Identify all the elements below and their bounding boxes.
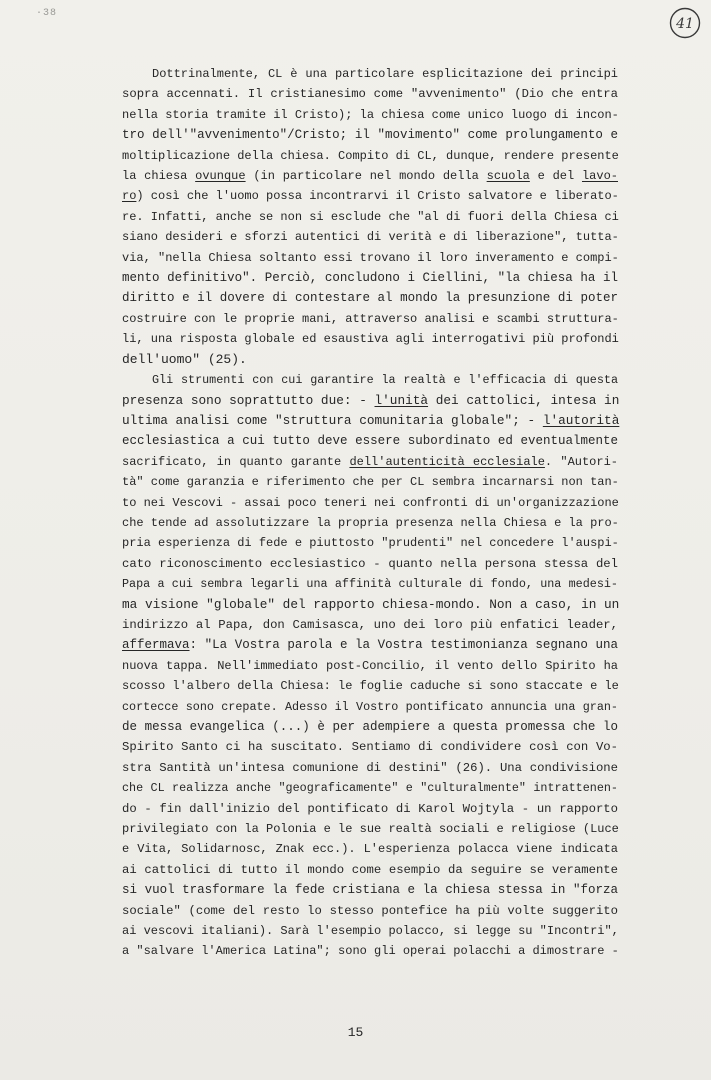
text-line <box>122 452 618 472</box>
text-line <box>122 166 618 186</box>
text-line: ai cattolici di tutto il mondo come esempio da seguire se veramente <box>122 862 618 877</box>
text-line: sociale" (come del resto lo stesso pontefice ha più volte suggerito <box>122 903 618 918</box>
underlined-text: l'unità <box>374 392 429 408</box>
text-line: re. Infatti, anche se non si esclude che "al di fuori della Chiesa ci <box>122 209 619 224</box>
underlined-text: ovunque <box>195 169 246 184</box>
text-line: tro dell'"avvenimento"/Cristo; il "movimento" come prolungamento e <box>122 128 618 143</box>
text-line: cato riconoscimento ecclesiastico - quanto nella persona stessa del <box>122 556 618 571</box>
text-line: che tende ad assolutizzare la propria presenza nella Chiesa e la pro- <box>122 515 619 530</box>
underlined-text: scuola <box>486 169 530 184</box>
text-line: Gli strumenti con cui garantire la realtà e l'efficacia di questa <box>152 373 618 388</box>
text-segment: presenza sono soprattutto due: - <box>122 392 375 408</box>
text-segment: (in particolare nel mondo della <box>245 169 487 184</box>
text-line: Papa a cui sembra legarli una affinità culturale di fondo, una medesi- <box>122 577 618 592</box>
text-line <box>122 186 618 206</box>
text-line: via, "nella Chiesa soltanto essi trovano il loro inveramento e compi- <box>122 250 619 265</box>
text-line: cortecce sono crepate. Adesso il Vostro pontificato annuncia una gran- <box>122 699 618 714</box>
text-line: moltiplicazione della chiesa. Compito di CL, dunque, rendere presente <box>122 148 619 163</box>
text-segment: dei cattolici, intesa in <box>428 392 620 408</box>
text-line: scosso l'albero della Chiesa: le foglie caduche si sono staccate e le <box>122 679 619 694</box>
text-line: siano desideri e sforzi autentici di verità e di liberazione", tutta- <box>122 230 619 245</box>
corner-mark: ·38 <box>36 8 58 19</box>
text-segment: e del <box>529 169 582 184</box>
text-line: indirizzo al Papa, don Camisasca, uno dei loro più enfatici leader, <box>122 617 618 632</box>
text-line: si vuol trasformare la fede cristiana e la chiesa stessa in "forza <box>122 883 618 898</box>
underlined-text: ro <box>122 189 137 204</box>
text-line: mento definitivo". Perciò, concludono i Ciellini, "la chiesa ha il <box>122 271 618 286</box>
text-line <box>122 391 618 411</box>
text-line: do - fin dall'inizio del pontificato di Karol Wojtyla - un rapporto <box>122 801 618 816</box>
underlined-text: dell'autenticità ecclesiale <box>349 454 545 469</box>
svg-text:41: 41 <box>676 16 694 32</box>
underlined-text: l'autorità <box>542 412 620 428</box>
text-line: stra Santità un'intesa comunione di destini" (26). Una condivisione <box>122 760 618 775</box>
text-line <box>122 411 618 431</box>
text-line: dell'uomo" (25). <box>122 351 247 367</box>
text-segment: la chiesa <box>122 169 196 184</box>
text-line: de messa evangelica (...) è per adempiere a questa promessa che lo <box>122 720 618 734</box>
text-line: pria esperienza di fede e piuttosto "prudenti" nel concedere l'auspi- <box>122 536 619 551</box>
text-line: tà" come garanzia e riferimento che per CL sembra incarnarsi non tan- <box>122 475 619 490</box>
text-line: a "salvare l'America Latina"; sono gli operai polacchi a dimostrare - <box>122 944 619 959</box>
text-line: to nei Vescovi - assai poco teneri nei confronti di un'organizzazione <box>122 495 619 510</box>
text-line: li, una risposta globale ed esaustiva agli interrogativi più profondi <box>122 332 619 347</box>
text-line: ai vescovi italiani). Sarà l'esempio polacco, si legge su "Incontri", <box>122 924 619 939</box>
underlined-text: lavo- <box>581 169 618 184</box>
handwritten-page-stamp <box>668 6 702 40</box>
text-line: nuova tappa. Nell'immediato post-Concilio, il vento dello Spirito ha <box>122 658 618 673</box>
text-line: e Vita, Solidarnosc, Znak ecc.). L'esperienza polacca viene indicata <box>122 842 618 857</box>
text-segment: ) così che l'uomo possa incontrarvi il Cristo salvatore e liberato- <box>136 189 619 204</box>
text-line: costruire con le proprie mani, attraverso analisi e scambi struttura- <box>122 311 619 326</box>
text-line: diritto e il dovere di contestare al mondo la presunzione di poter <box>122 291 618 306</box>
underlined-text: affermava <box>122 638 190 653</box>
text-line: nella storia tramite il Cristo); la chiesa come unico luogo di incon- <box>122 107 619 122</box>
text-line: ecclesiastica a cui tutto deve essere subordinato ed eventualmente <box>122 434 618 449</box>
text-segment: sacrificato, in quanto garante <box>122 454 350 469</box>
body-text <box>122 64 618 962</box>
text-line <box>122 635 618 655</box>
text-segment: . "Autori- <box>544 454 618 469</box>
text-segment: : "La Vostra parola e la Vostra testimonianza segnano una <box>189 638 618 653</box>
text-line: che CL realizza anche "geograficamente" e "culturalmente" intrattenen- <box>122 781 618 796</box>
text-line: sopra accennati. Il cristianesimo come "avvenimento" (Dio che entra <box>122 87 618 102</box>
page-number: 15 <box>347 1025 364 1040</box>
text-line: privilegiato con la Polonia e le sue realtà sociali e religiose (Luce <box>122 822 619 837</box>
text-line: Dottrinalmente, CL è una particolare esplicitazione dei principi <box>152 67 618 81</box>
text-segment: ultima analisi come "struttura comunitaria globale"; - <box>122 412 543 428</box>
stamp-circle-icon <box>668 6 702 40</box>
text-line: Spirito Santo ci ha suscitato. Sentiamo di condividere così con Vo- <box>122 740 618 755</box>
text-line: ma visione "globale" del rapporto chiesa-mondo. Non a caso, in un <box>122 596 620 612</box>
